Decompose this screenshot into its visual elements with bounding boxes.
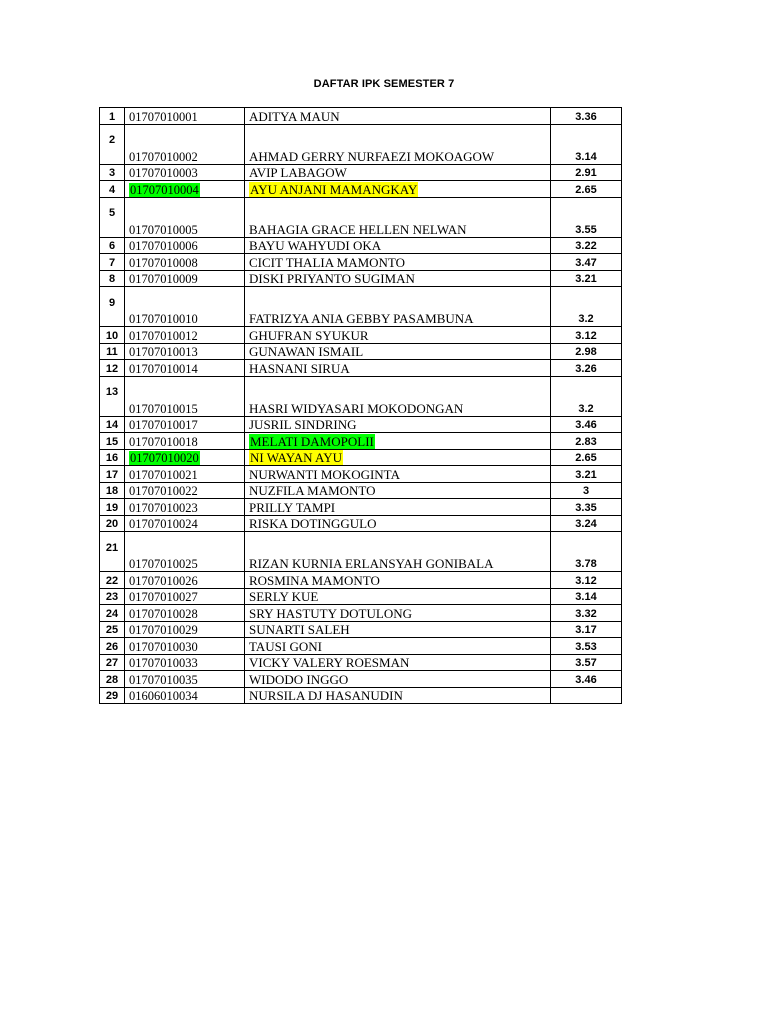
student-name-cell	[245, 687, 551, 704]
gpa-cell	[551, 287, 622, 327]
student-id-cell	[125, 638, 245, 655]
gpa-cell	[551, 605, 622, 622]
row-number-text: 29	[105, 690, 119, 702]
student-id-text: 01707010013	[129, 345, 198, 359]
gpa-text: 2.83	[575, 435, 597, 448]
student-name-text: GUNAWAN ISMAIL	[249, 344, 364, 359]
student-name-text: AVIP LABAGOW	[249, 165, 347, 180]
gpa-text: 3	[582, 485, 590, 497]
table-row	[100, 466, 622, 483]
student-id-cell	[125, 343, 245, 360]
row-number-cell	[100, 654, 125, 671]
row-number-text: 6	[108, 240, 116, 252]
gpa-text: 3.2	[578, 313, 594, 325]
student-id-text: 01707010008	[129, 255, 198, 270]
gpa-text: 3.21	[575, 273, 597, 285]
gpa-text: 3.46	[575, 673, 597, 686]
student-id-cell	[125, 270, 245, 287]
row-number-cell	[100, 687, 125, 704]
gpa-text: 3.2	[578, 402, 594, 415]
row-number-text: 25	[105, 624, 119, 636]
gpa-text: 3.46	[575, 419, 597, 431]
row-number-text: 28	[105, 673, 119, 686]
row-number-cell	[100, 360, 125, 377]
student-name-cell	[245, 621, 551, 638]
table-row	[100, 572, 622, 589]
gpa-text: 3.14	[575, 591, 597, 603]
student-id-text: 01707010035	[129, 672, 198, 687]
row-number-text: 18	[105, 485, 119, 497]
row-number-cell	[100, 572, 125, 589]
row-number-cell	[100, 605, 125, 622]
student-name-cell	[245, 254, 551, 271]
student-name-text: CICIT THALIA MAMONTO	[249, 254, 406, 270]
student-id-cell	[125, 254, 245, 271]
student-name-text: BAHAGIA GRACE HELLEN NELWAN	[249, 221, 467, 237]
student-name-text: NURWANTI MOKOGINTA	[249, 466, 400, 482]
student-name-text: ADITYA MAUN	[249, 108, 340, 124]
row-number-cell	[100, 270, 125, 287]
gpa-text: 3.78	[575, 558, 597, 570]
row-number-cell	[100, 197, 125, 237]
row-number-cell	[100, 671, 125, 688]
student-name-text: ROSMINA MAMONTO	[249, 572, 380, 588]
gpa-cell	[551, 654, 622, 671]
table-row	[100, 197, 622, 237]
student-name-cell	[245, 572, 551, 589]
student-name-cell	[245, 416, 551, 433]
student-id-cell	[125, 416, 245, 433]
student-name-cell	[245, 327, 551, 344]
student-id-cell	[125, 433, 245, 450]
gpa-cell	[551, 466, 622, 483]
student-name-cell	[245, 197, 551, 237]
student-id-cell	[125, 449, 245, 466]
table-row	[100, 287, 622, 327]
student-name-cell	[245, 270, 551, 287]
table-row	[100, 449, 622, 466]
student-id-cell	[125, 466, 245, 483]
student-name-text: JUSRIL SINDRING	[249, 417, 357, 432]
row-number-cell	[100, 416, 125, 433]
row-number-text: 22	[105, 574, 119, 587]
gpa-text: 3.32	[575, 607, 597, 620]
row-number-text: 23	[105, 591, 119, 603]
student-id-text: 01707010018	[129, 434, 198, 449]
gpa-cell	[551, 588, 622, 605]
row-number-text: 3	[108, 167, 116, 179]
row-number-text: 20	[105, 518, 119, 530]
table-row	[100, 237, 622, 254]
student-id-highlight: 01707010004	[130, 182, 199, 197]
row-number-text: 14	[105, 419, 119, 431]
gpa-text: 2.91	[575, 167, 597, 179]
student-name-text: NURSILA DJ HASANUDIN	[249, 688, 403, 703]
gpa-text: 3.26	[575, 362, 597, 375]
student-id-text: 01707010003	[129, 166, 198, 180]
student-id-text: 01707010005	[129, 222, 198, 237]
ipk-table	[99, 107, 622, 704]
row-number-text: 8	[108, 273, 116, 285]
row-number-cell	[100, 499, 125, 516]
student-id-cell	[125, 532, 245, 572]
gpa-cell	[551, 327, 622, 344]
student-name-cell	[245, 466, 551, 483]
student-id-cell	[125, 515, 245, 532]
student-name-cell	[245, 164, 551, 181]
student-id-cell	[125, 654, 245, 671]
student-name-cell	[245, 433, 551, 450]
student-name-cell	[245, 449, 551, 466]
row-number-cell	[100, 482, 125, 499]
row-number-text: 19	[105, 501, 119, 514]
table-row	[100, 108, 622, 125]
student-id-cell	[125, 124, 245, 164]
student-name-cell	[245, 376, 551, 416]
gpa-text: 3.24	[575, 518, 597, 530]
gpa-cell	[551, 181, 622, 198]
table-row	[100, 327, 622, 344]
student-id-text: 01707010022	[129, 484, 198, 498]
student-name-text: FATRIZYA ANIA GEBBY PASAMBUNA	[249, 311, 474, 326]
student-id-highlight: 01707010020	[130, 451, 199, 465]
row-number-cell	[100, 515, 125, 532]
table-row	[100, 482, 622, 499]
student-name-text: BAYU WAHYUDI OKA	[249, 238, 382, 253]
student-id-cell	[125, 360, 245, 377]
student-name-cell	[245, 671, 551, 688]
table-row	[100, 605, 622, 622]
row-number-text: 12	[105, 362, 119, 375]
student-id-text: 01707010010	[129, 312, 198, 326]
student-name-cell	[245, 343, 551, 360]
student-id-cell	[125, 588, 245, 605]
row-number-cell	[100, 638, 125, 655]
gpa-text: 3.36	[575, 110, 597, 123]
gpa-text: 3.22	[575, 240, 597, 252]
row-number-cell	[100, 327, 125, 344]
student-id-text: 01707010015	[129, 401, 198, 416]
student-id-cell	[125, 687, 245, 704]
student-name-text: GHUFRAN SYUKUR	[249, 327, 369, 343]
row-number-text: 11	[106, 346, 118, 358]
row-number-cell	[100, 254, 125, 271]
row-number-text: 9	[108, 296, 116, 309]
gpa-text: 3.12	[575, 574, 597, 587]
gpa-cell	[551, 416, 622, 433]
gpa-text: 3.53	[575, 640, 597, 653]
student-name-cell	[245, 237, 551, 254]
row-number-text: 15	[105, 435, 119, 448]
student-name-cell	[245, 588, 551, 605]
gpa-text: 3.35	[575, 501, 597, 514]
gpa-cell	[551, 254, 622, 271]
row-number-text: 5	[108, 207, 116, 219]
row-number-cell	[100, 449, 125, 466]
gpa-cell	[551, 108, 622, 125]
student-name-text: TAUSI GONI	[249, 638, 322, 654]
student-id-cell	[125, 482, 245, 499]
gpa-text: 3.57	[575, 657, 597, 669]
student-name-text: HASRI WIDYASARI MOKODONGAN	[249, 400, 464, 416]
gpa-text: 3.21	[575, 468, 597, 481]
student-name-text: RISKA DOTINGGULO	[249, 516, 377, 531]
student-name-cell	[245, 124, 551, 164]
student-name-text: SRY HASTUTY DOTULONG	[249, 605, 412, 621]
student-id-text: 01707010012	[129, 328, 198, 343]
table-row	[100, 515, 622, 532]
gpa-cell	[551, 499, 622, 516]
row-number-text: 10	[105, 329, 119, 342]
student-id-cell	[125, 376, 245, 416]
student-id-text: 01707010006	[129, 239, 198, 253]
student-id-cell	[125, 605, 245, 622]
gpa-cell	[551, 482, 622, 499]
gpa-text: 3.17	[575, 624, 597, 636]
student-name-cell	[245, 360, 551, 377]
student-id-text: 01707010026	[129, 573, 198, 588]
student-id-cell	[125, 287, 245, 327]
student-id-text: 01707010009	[129, 272, 198, 286]
student-name-cell	[245, 638, 551, 655]
student-id-cell	[125, 181, 245, 198]
row-number-cell	[100, 108, 125, 125]
row-number-text: 4	[108, 183, 116, 196]
gpa-cell	[551, 621, 622, 638]
student-id-text: 01707010017	[129, 418, 198, 432]
student-id-text: 01707010028	[129, 606, 198, 621]
student-id-cell	[125, 164, 245, 181]
row-number-cell	[100, 621, 125, 638]
student-id-cell	[125, 327, 245, 344]
gpa-cell	[551, 515, 622, 532]
gpa-cell	[551, 164, 622, 181]
student-id-cell	[125, 572, 245, 589]
student-name-text: RIZAN KURNIA ERLANSYAH GONIBALA	[249, 556, 494, 571]
gpa-cell	[551, 360, 622, 377]
student-name-cell	[245, 515, 551, 532]
row-number-cell	[100, 237, 125, 254]
student-id-text: 01707010027	[129, 590, 198, 604]
gpa-text: 2.65	[575, 452, 597, 464]
table-row	[100, 638, 622, 655]
student-id-text: 01707010030	[129, 639, 198, 654]
gpa-text: 3.14	[575, 150, 597, 163]
row-number-text: 27	[105, 657, 119, 669]
gpa-cell	[551, 687, 622, 704]
student-id-text: 01707010033	[129, 656, 198, 670]
gpa-text: 2.98	[575, 346, 597, 358]
row-number-cell	[100, 181, 125, 198]
row-number-text: 7	[108, 256, 116, 269]
student-name-cell	[245, 482, 551, 499]
gpa-cell	[551, 237, 622, 254]
student-id-cell	[125, 671, 245, 688]
student-id-text: 01707010014	[129, 361, 198, 376]
ipk-table-body	[100, 108, 622, 704]
student-name-cell	[245, 287, 551, 327]
row-number-cell	[100, 376, 125, 416]
table-row	[100, 433, 622, 450]
student-id-cell	[125, 237, 245, 254]
row-number-cell	[100, 343, 125, 360]
table-row	[100, 499, 622, 516]
student-name-text: SERLY KUE	[249, 589, 319, 604]
student-name-highlight: NI WAYAN AYU	[250, 450, 342, 465]
table-row	[100, 416, 622, 433]
student-name-cell	[245, 654, 551, 671]
student-name-text: HASNANI SIRUA	[249, 360, 350, 376]
student-id-cell	[125, 197, 245, 237]
row-number-cell	[100, 588, 125, 605]
student-name-cell	[245, 181, 551, 198]
table-row	[100, 181, 622, 198]
gpa-cell	[551, 638, 622, 655]
student-name-text: NUZFILA MAMONTO	[249, 483, 376, 498]
table-row	[100, 254, 622, 271]
student-id-text: 01707010021	[129, 467, 198, 482]
student-name-text: PRILLY TAMPI	[249, 499, 336, 515]
gpa-cell	[551, 449, 622, 466]
gpa-cell	[551, 671, 622, 688]
student-name-cell	[245, 532, 551, 572]
row-number-text: 24	[105, 607, 119, 620]
gpa-text: 3.47	[575, 256, 597, 269]
row-number-cell	[100, 532, 125, 572]
gpa-cell	[551, 270, 622, 287]
student-name-highlight: AYU ANJANI MAMANGKAY	[250, 181, 418, 197]
row-number-text: 1	[108, 110, 116, 123]
table-row	[100, 621, 622, 638]
student-name-text: VICKY VALERY ROESMAN	[249, 655, 410, 670]
gpa-cell	[551, 572, 622, 589]
student-name-text: SUNARTI SALEH	[249, 622, 350, 637]
row-number-cell	[100, 287, 125, 327]
student-id-text: 01707010002	[129, 149, 198, 164]
row-number-cell	[100, 124, 125, 164]
table-row	[100, 671, 622, 688]
row-number-text: 16	[105, 452, 119, 464]
table-row	[100, 376, 622, 416]
student-id-text: 01606010034	[129, 689, 198, 703]
student-name-text: DISKI PRIYANTO SUGIMAN	[249, 271, 415, 286]
student-name-text: AHMAD GERRY NURFAEZI MOKOAGOW	[249, 148, 495, 164]
gpa-cell	[551, 197, 622, 237]
student-name-text: WIDODO INGGO	[249, 671, 349, 687]
student-name-cell	[245, 108, 551, 125]
table-row	[100, 164, 622, 181]
row-number-cell	[100, 466, 125, 483]
row-number-text: 2	[108, 134, 116, 146]
student-id-text: 01707010025	[129, 557, 198, 571]
table-row	[100, 360, 622, 377]
row-number-text: 26	[105, 640, 119, 653]
table-row	[100, 654, 622, 671]
student-id-text: 01707010023	[129, 500, 198, 515]
row-number-cell	[100, 164, 125, 181]
table-row	[100, 588, 622, 605]
table-row	[100, 124, 622, 164]
student-id-text: 01707010001	[129, 109, 198, 124]
student-id-text: 01707010029	[129, 623, 198, 637]
student-id-cell	[125, 108, 245, 125]
table-row	[100, 270, 622, 287]
table-row	[100, 687, 622, 704]
gpa-cell	[551, 433, 622, 450]
student-name-highlight: MELATI DAMOPOLII	[250, 433, 374, 449]
student-id-cell	[125, 621, 245, 638]
gpa-cell	[551, 124, 622, 164]
gpa-cell	[551, 343, 622, 360]
gpa-cell	[551, 532, 622, 572]
gpa-text: 3.55	[575, 223, 597, 236]
row-number-cell	[100, 433, 125, 450]
row-number-text: 17	[105, 468, 119, 481]
table-row	[100, 343, 622, 360]
gpa-cell	[551, 376, 622, 416]
student-id-cell	[125, 499, 245, 516]
gpa-text: 3.12	[575, 329, 597, 342]
row-number-text: 13	[105, 386, 119, 398]
table-row	[100, 532, 622, 572]
gpa-text: 2.65	[575, 183, 597, 196]
student-id-text: 01707010024	[129, 517, 198, 531]
student-name-cell	[245, 499, 551, 516]
row-number-text: 21	[105, 541, 119, 554]
page-title: DAFTAR IPK SEMESTER 7	[313, 78, 455, 90]
student-name-cell	[245, 605, 551, 622]
